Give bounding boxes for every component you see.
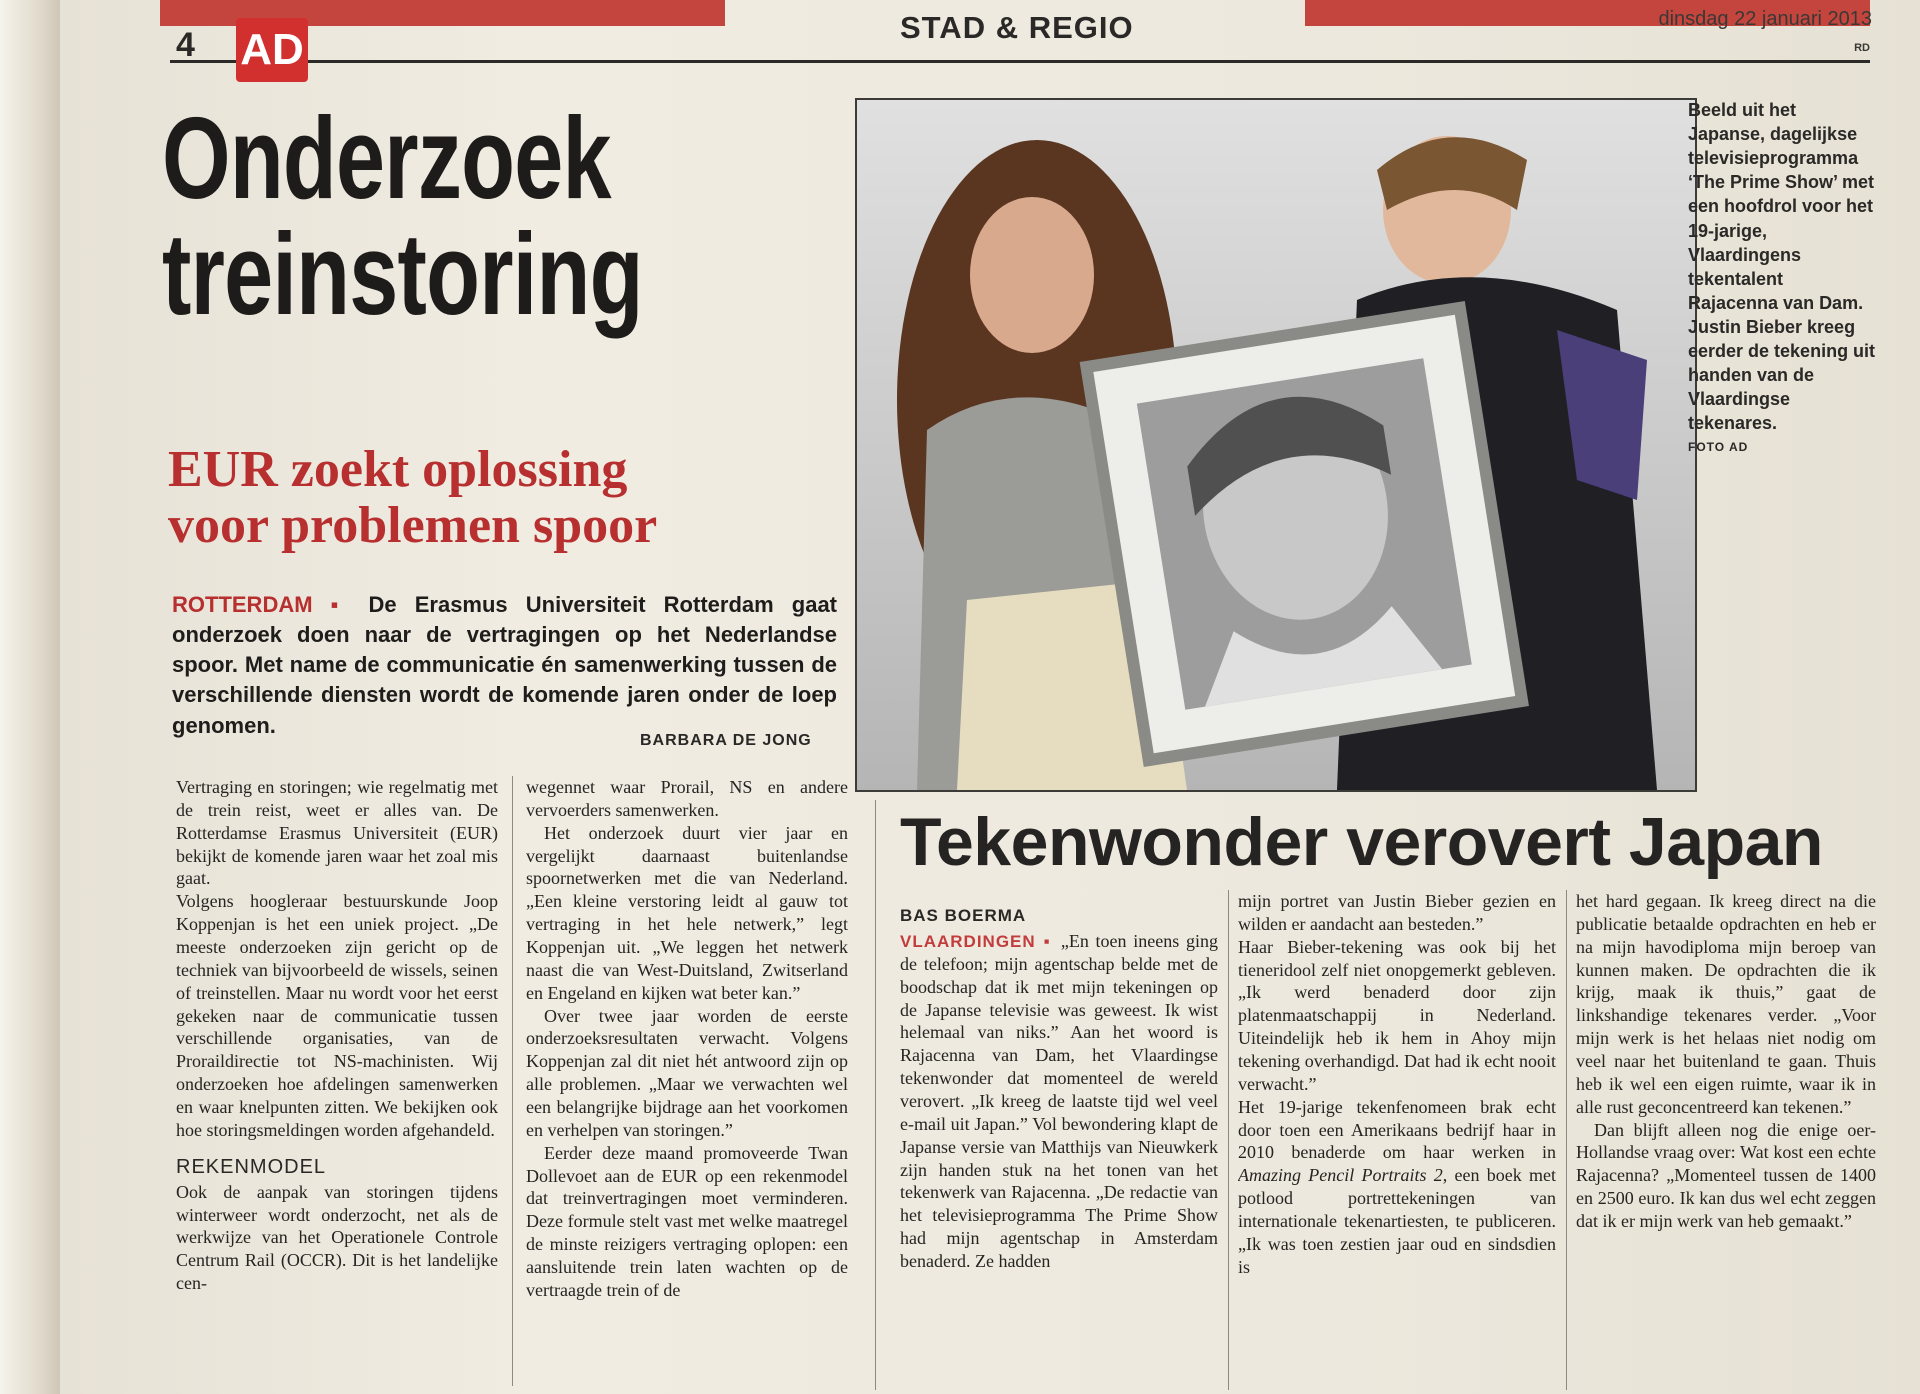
article2-column-2 bbox=[1238, 890, 1556, 1386]
lead-location: ROTTERDAM bbox=[172, 592, 313, 617]
article1-subhead bbox=[168, 442, 848, 554]
article1-headline bbox=[162, 93, 664, 339]
headline-line-2: treinstoring bbox=[162, 209, 643, 339]
section-divider bbox=[875, 800, 876, 1390]
article1-column-2 bbox=[526, 776, 848, 1386]
edition-mark: RD bbox=[1854, 42, 1870, 54]
page-number: 4 bbox=[176, 26, 195, 64]
article2-column-1 bbox=[900, 930, 1218, 1386]
body-paragraph: Over twee jaar worden de eerste onderzoeksresultaten verwacht. Volgens Koppenjan zal dit niet hét antwoord zijn op alle problemen. „Maar we verwachten wel een belangrijke bijdrage aan het voorkomen en verhelpen van storingen.” bbox=[526, 1005, 848, 1140]
article1-byline: BARBARA DE JONG bbox=[640, 732, 812, 749]
photo-caption bbox=[1688, 98, 1878, 454]
caption-text: Beeld uit het Japanse, dagelijkse televisieprogramma ‘The Prime Show’ met een hoofdrol voor het 19-jarige, Vlaardingens tekentalent Rajacenna van Dam. Justin Bieber kreeg eerder de tekening uit handen van de Vlaardingse tekenares. bbox=[1688, 100, 1876, 434]
book-title: Amazing Pencil Portraits 2 bbox=[1238, 1165, 1443, 1186]
intertitle: REKENMODEL bbox=[176, 1155, 327, 1178]
body-paragraph: Dan blijft alleen nog die enige oer-Hollandse vraag over: Wat kost een echte Rajacenna? „Momenteel tussen de 1400 en 2500 euro. Ik kan dus wel echt zeggen dat ik er mijn werk van heb gemaakt.” bbox=[1576, 1119, 1876, 1232]
column-divider bbox=[512, 776, 513, 1386]
article1-lead bbox=[172, 590, 837, 741]
section-title: STAD & REGIO bbox=[900, 10, 1134, 45]
column-divider bbox=[1566, 890, 1567, 1390]
header-rule bbox=[170, 60, 1870, 63]
body-paragraph: wegennet waar Prorail, NS en andere vervoerders samenwerken. bbox=[526, 777, 848, 820]
subhead-line-2: voor problemen spoor bbox=[168, 497, 658, 555]
article2-column-3 bbox=[1576, 890, 1876, 1386]
body-paragraph: Het onderzoek duurt vier jaar en vergelijkt daarnaast buitenlandse spoornetwerken met die van Nederland. „Een kleine verstoring leidt al gauw tot vertraging in het hele netwerk,” legt Koppenjan uit. „We leggen het netwerk naast die van West-Duitsland, Zwitserland en Engeland en kijken wat beter kan.” bbox=[526, 822, 848, 1003]
article2-headline: Tekenwonder verovert Japan bbox=[900, 804, 1823, 880]
page-fold-edge bbox=[0, 0, 60, 1394]
body-paragraph: het hard gegaan. Ik kreeg direct na die publicatie betaalde opdrachten en heb er na mijn havodiploma mijn beroep van kunnen maken. De opdrachten die ik krijg, maak ik thuis,” gaat de linkshandige tekenares verder. „Voor mijn werk is het helaas niet nodig om veel naar het buitenland te gaan. Thuis heb ik wel een eigen ruimte, waar ik in alle rust geconcentreerd kan tekenen.” bbox=[1576, 891, 1876, 1117]
article2-byline: BAS BOERMA bbox=[900, 906, 1027, 925]
body-paragraph: Vertraging en storingen; wie regelmatig met de trein reist, weet er alles van. De Rotterdamse Erasmus Universiteit (EUR) bekijkt de komende jaren waar het zoal mis gaat. bbox=[176, 777, 498, 889]
article2-col1-text: „En toen ineens ging de telefoon; mijn agentschap belde met de boodschap dat ik met mijn tekeningen op de Japanse televisie was geweest. Ik wist helemaal van niks.” Aan het woord is Rajacenna van Dam, het Vlaardingse tekenwonder dat momenteel de wereld verovert. „Ik kreeg de laatste tijd wel veel e-mail uit Japan.” Vol bewondering klapt de Japanse versie van Matthijs van Nieuwkerk zijn handen stuk na het tonen van het tekenwerk van Rajacenna. „De redactie van het televisieprogramma The Prime Show had mijn agentschap in Amsterdam benaderd. Ze hadden bbox=[900, 931, 1218, 1272]
article1-column-1 bbox=[176, 776, 498, 1386]
column-divider bbox=[1228, 890, 1229, 1390]
news-photo bbox=[855, 98, 1697, 792]
issue-date: dinsdag 22 januari 2013 bbox=[1658, 8, 1872, 30]
body-paragraph: Volgens hoogleraar bestuurskunde Joop Koppenjan is het een uniek project. „De meeste onderzoeken zijn gericht op de techniek van bijvoorbeeld de wissels, seinen of treinstellen. Maar nu wordt voor het eerst gekeken naar de communicatie tussen verschillende organisaties, van de Proraildirectie tot NS-machinisten. Wij onderzoeken hoe afdelingen samenwerken en waar knelpunten zitten. We bekijken ook hoe storingsmeldingen worden afgehandeld. bbox=[176, 891, 498, 1140]
ad-logo: AD bbox=[236, 18, 308, 82]
body-paragraph bbox=[1238, 1096, 1556, 1279]
body-paragraph: Eerder deze maand promoveerde Twan Dollevoet aan de EUR op een rekenmodel dat treinvertragingen moet verminderen. Deze formule stelt vast met welke maatregel de minste reizigers vertraging oplopen: een aansluitende trein laten wachten op de vertraagde trein of de bbox=[526, 1142, 848, 1300]
body-paragraph bbox=[900, 930, 1218, 1273]
location-bullet-icon: ▪ bbox=[312, 592, 369, 617]
body-text: , een boek met potlood portrettekeningen van internationale tekenartiesten, te publiceren. „Ik was toen zestien jaar oud en sindsdien is bbox=[1238, 1165, 1556, 1277]
body-paragraph: Ook de aanpak van storingen tijdens winterweer wordt onderzocht, net als de werkwijze van het Operationele Controle Centrum Rail (OCCR). Dit is het landelijke cen- bbox=[176, 1181, 498, 1294]
photo-credit: FOTO AD bbox=[1688, 439, 1749, 454]
subhead-line-1: EUR zoekt oplossing bbox=[168, 441, 628, 498]
location-bullet-icon: ▪ bbox=[1035, 932, 1061, 951]
body-paragraph: mijn portret van Justin Bieber gezien en wilden er aandacht aan besteden.” bbox=[1238, 891, 1556, 934]
body-text: Het 19-jarige tekenfenomeen brak echt door toen een Amerikaans bedrijf haar in 2010 benaderde om haar werken in bbox=[1238, 1096, 1556, 1163]
lead-text: De Erasmus Universiteit Rotterdam gaat onderzoek doen naar de vertragingen op het Nederlandse spoor. Met name de communicatie én samenwerking tussen de verschillende diensten wordt de komende jaren onder de loep genomen. bbox=[172, 592, 838, 738]
photo-girl-and-boy-holding-portrait bbox=[857, 100, 1695, 790]
article2-location: VLAARDINGEN bbox=[900, 932, 1036, 951]
headline-line-1: Onderzoek bbox=[162, 93, 611, 223]
body-paragraph: Haar Bieber-tekening was ook bij het tieneridool zelf niet onopgemerkt gebleven. „Ik werd benaderd door zijn platenmaatschappij in Nederland. Uiteindelijk heb ik hem in Ahoy mijn tekening overhandigd. Dat had ik echt nooit verwacht.” bbox=[1238, 936, 1556, 1094]
